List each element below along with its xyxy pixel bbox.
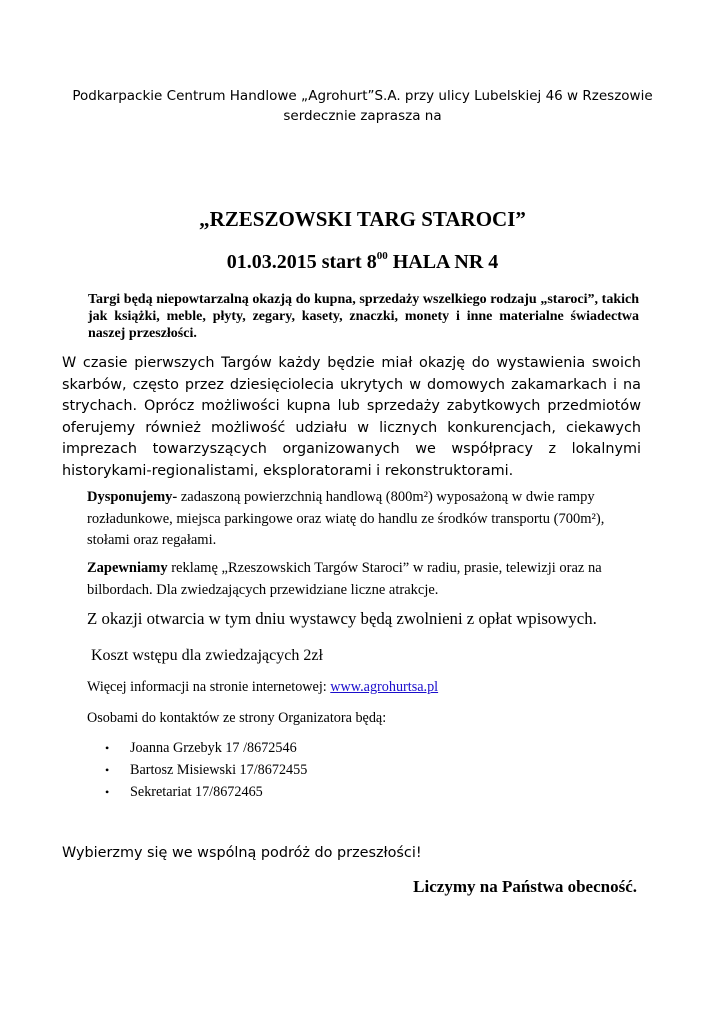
- intro-block: [40, 86, 685, 126]
- contacts-heading: Osobami do kontaktów ze strony Organizatora będą:: [87, 710, 387, 726]
- closing-line: Wybierzmy się we wspólną podróż do przeszłości!: [62, 845, 422, 861]
- admission-price: Koszt wstępu dla zwiedzających 2zł: [91, 647, 323, 664]
- bullet-icon: •: [105, 741, 110, 755]
- lead-paragraph: Targi będą niepowtarzalną okazją do kupna, sprzedaży wszelkiego rodzaju „staroci”, takich jak książki, meble, płyty, zegary, kasety, znaczki, monety i inne materialne świadectwa naszej przeszłości.: [88, 292, 639, 341]
- more-info-text: Więcej informacji na stronie internetowej:: [87, 679, 331, 695]
- event-hall: HALA NR 4: [387, 251, 499, 273]
- promotion-text: reklamę „Rzeszowskich Targów Staroci” w radiu, prasie, telewizji oraz na bilbordach. Dla zwiedzających przewidziane liczne atrakcje.: [87, 560, 602, 598]
- promotion-paragraph: [87, 558, 632, 601]
- event-date-hall: [0, 251, 725, 274]
- event-date-start: 01.03.2015 start 8: [226, 251, 377, 273]
- contact-entry: Joanna Grzebyk 17 /8672546: [130, 740, 297, 756]
- event-start-minutes: 00: [376, 250, 388, 263]
- contact-list: [104, 738, 307, 803]
- contact-entry: Bartosz Misiewski 17/8672455: [130, 761, 308, 778]
- intro-line-invitation: serdecznie zaprasza na: [283, 108, 442, 124]
- facilities-label: Dysponujemy-: [87, 489, 178, 505]
- facilities-text: zadaszoną powierzchnią handlową (800m²) wyposażoną w dwie rampy rozładunkowe, miejsca parkingowe oraz wiatę do handlu ze środków transportu (700m²), stołami oraz regałami.: [87, 489, 605, 548]
- list-item: [104, 738, 307, 760]
- contact-entry: Sekretariat 17/8672465: [130, 783, 263, 800]
- bullet-icon: •: [105, 784, 110, 799]
- event-title: „RZESZOWSKI TARG STAROCI”: [199, 207, 526, 231]
- description-paragraph: W czasie pierwszych Targów każdy będzie miał okazję do wystawienia swoich skarbów, często przez dziesięciolecia ukrytych w domowych zakamarkach i na strychach. Oprócz możliwości kupna lub sprzedaży zabytkowych przedmiotów oferujemy również możliwość udziału w licznych konkurencjach, ciekawych imprezach towarzyszących organizowanych we współpracy z lokalnymi historykami-regionalistami, eksploratorami i rekonstruktorami.: [62, 355, 641, 479]
- opening-fee-note: Z okazji otwarcia w tym dniu wystawcy będą zwolnieni z opłat wpisowych.: [87, 609, 597, 628]
- intro-line-organizer: Podkarpackie Centrum Handlowe „Agrohurt”S.A. przy ulicy Lubelskiej 46 w Rzeszowie: [72, 88, 653, 104]
- list-item: [104, 782, 307, 804]
- facilities-paragraph: [87, 487, 632, 552]
- list-item: [104, 760, 307, 782]
- signoff-line: Liczymy na Państwa obecność.: [413, 877, 637, 896]
- promotion-label: Zapewniamy: [87, 560, 168, 576]
- website-link[interactable]: www.agrohurtsa.pl: [330, 679, 439, 695]
- bullet-icon: •: [105, 762, 110, 777]
- more-info-line: [87, 677, 632, 699]
